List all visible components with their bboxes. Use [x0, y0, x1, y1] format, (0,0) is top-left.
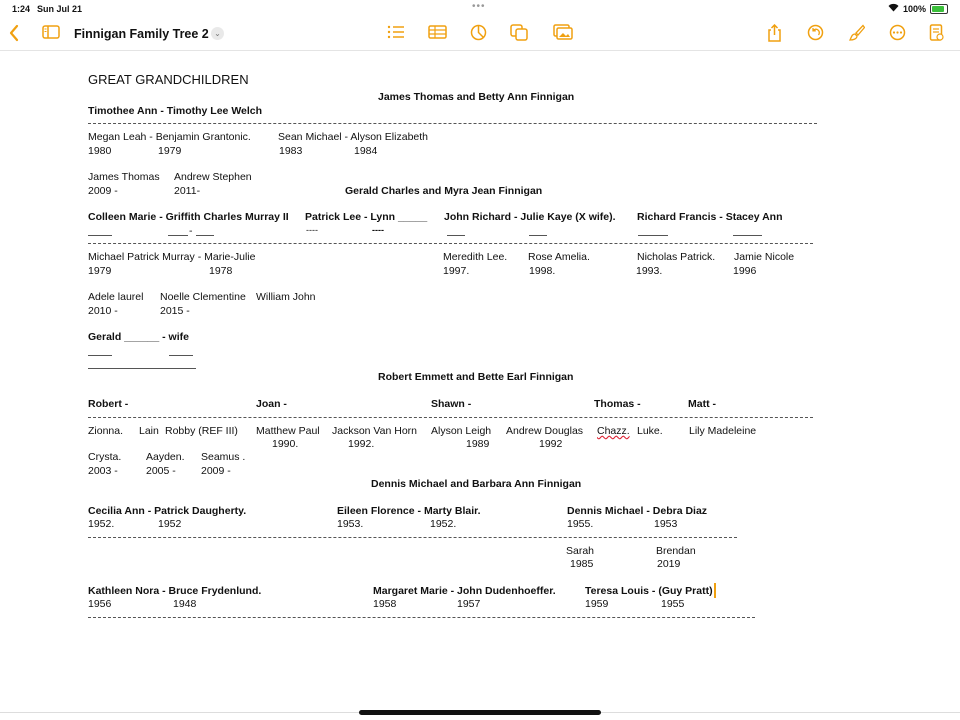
status-right	[888, 3, 948, 14]
section-title-dennis: Dennis Michael and Barbara Ann Finnigan	[371, 478, 582, 490]
blank-line	[733, 235, 762, 236]
blank-line	[168, 235, 188, 236]
year: 2009 -	[201, 465, 231, 477]
back-chevron-icon[interactable]	[8, 24, 20, 47]
couple-margaret: Margaret Marie - John Dudenhoeffer.	[373, 585, 556, 597]
year: 1989	[466, 438, 490, 450]
document-page[interactable]	[0, 52, 960, 712]
grandchild-andrew: Andrew Stephen	[174, 171, 252, 183]
parent-thomas: Thomas -	[594, 398, 641, 410]
year: 1990.	[272, 438, 299, 450]
parent-matt: Matt -	[688, 398, 716, 410]
title-menu-chevron-icon[interactable]: ⌄	[211, 27, 224, 40]
blank-marker: ----	[372, 225, 384, 235]
year: 1983	[279, 145, 303, 157]
document-title[interactable]: Finnigan Family Tree 2	[74, 27, 209, 41]
grandchild-william: William John	[256, 291, 316, 303]
year: 2010 -	[88, 305, 118, 317]
couple-patrick: Patrick Lee - Lynn _____	[305, 211, 428, 223]
year: 2015 -	[160, 305, 190, 317]
year: 1979	[158, 145, 182, 157]
child-jamie: Jamie Nicole	[734, 251, 795, 263]
year: 1952	[158, 518, 182, 530]
couple-john: John Richard - Julie Kaye (X wife).	[444, 211, 616, 223]
section-title-robert: Robert Emmett and Bette Earl Finnigan	[378, 371, 574, 383]
couple-kathleen: Kathleen Nora - Bruce Frydenlund.	[88, 585, 262, 597]
blank-line	[88, 235, 112, 236]
grandchild-aayden: Aayden.	[146, 451, 185, 463]
year: 1979	[88, 265, 112, 277]
year: 1996	[733, 265, 757, 277]
child-megan: Megan Leah - Benjamin Grantonic.	[88, 131, 251, 143]
battery-percent: 100%	[902, 3, 926, 14]
year: 1992	[539, 438, 563, 450]
couple-eileen: Eileen Florence - Marty Blair.	[337, 505, 481, 517]
grandchild-noelle: Noelle Clementine	[160, 291, 246, 303]
home-indicator[interactable]	[359, 710, 601, 715]
year: 1997.	[443, 265, 470, 277]
blank-marker: ----	[306, 225, 318, 235]
undo-icon[interactable]	[807, 24, 824, 46]
year: 1956	[88, 598, 112, 610]
battery-icon	[930, 4, 948, 14]
divider	[88, 417, 813, 418]
format-brush-icon[interactable]	[848, 24, 865, 47]
grandchild-adele: Adele laurel	[88, 291, 144, 303]
child-sean: Sean Michael - Alyson Elizabeth	[278, 131, 428, 143]
year: 1980	[88, 145, 112, 157]
more-icon[interactable]	[889, 24, 906, 46]
year: 1957	[457, 598, 481, 610]
divider	[88, 537, 737, 538]
grandchild-james: James Thomas	[88, 171, 160, 183]
year: 1955	[661, 598, 685, 610]
blank-line	[447, 235, 465, 236]
year: 1985	[570, 558, 594, 570]
child-luke: Luke.	[637, 425, 663, 437]
year: 2003 -	[88, 465, 118, 477]
year: 1952.	[430, 518, 457, 530]
couple-gerald: Gerald ______ - wife	[88, 331, 189, 343]
couple-teresa: Teresa Louis - (Guy Pratt)	[585, 585, 713, 597]
child-andrew: Andrew Douglas	[506, 425, 584, 437]
child-michael: Michael Patrick Murray - Marie-Julie	[88, 251, 256, 263]
media-icon[interactable]	[553, 24, 573, 46]
year: 1998.	[529, 265, 556, 277]
year: 2009 -	[88, 185, 118, 197]
dash-text: -	[189, 225, 193, 237]
shapes-icon[interactable]	[510, 24, 528, 46]
child-sarah: Sarah	[566, 545, 595, 557]
status-date: Sun Jul 21	[37, 4, 83, 14]
blank-line	[88, 368, 196, 369]
year: 1958	[373, 598, 397, 610]
year: 1948	[173, 598, 197, 610]
child-robby: Robby (REF III)	[165, 425, 238, 437]
year: 1959	[585, 598, 609, 610]
blank-line	[529, 235, 547, 236]
toolbar	[0, 20, 960, 51]
couple-dennis: Dennis Michael - Debra Diaz	[567, 505, 708, 517]
couple-richard: Richard Francis - Stacey Ann	[637, 211, 783, 223]
grandchild-seamus: Seamus .	[201, 451, 246, 463]
document-setup-icon[interactable]	[929, 24, 944, 47]
multitasking-dots[interactable]: •••	[472, 1, 486, 12]
year: 2019	[657, 558, 681, 570]
grandchild-crysta: Crysta.	[88, 451, 122, 463]
list-icon[interactable]	[387, 24, 405, 45]
child-matthew: Matthew Paul	[256, 425, 320, 437]
year: 2005 -	[146, 465, 176, 477]
section-title-james: James Thomas and Betty Ann Finnigan	[378, 91, 575, 103]
divider	[88, 617, 755, 618]
year: 1993.	[636, 265, 663, 277]
blank-line	[169, 355, 193, 356]
year: 1992.	[348, 438, 375, 450]
child-chazz: Chazz.	[597, 425, 630, 437]
share-icon[interactable]	[767, 24, 782, 47]
status-bar	[0, 0, 960, 18]
child-meredith: Meredith Lee.	[443, 251, 508, 263]
child-zionna: Zionna.	[88, 425, 124, 437]
couple-colleen: Colleen Marie - Griffith Charles Murray II	[88, 211, 289, 223]
year: 1978	[209, 265, 233, 277]
blank-line	[88, 355, 112, 356]
year: 1952.	[88, 518, 115, 530]
page-heading: GREAT GRANDCHILDREN	[88, 72, 249, 87]
parent-robert: Robert -	[88, 398, 129, 410]
child-brendan: Brendan	[656, 545, 696, 557]
blank-line	[638, 235, 668, 236]
child-nicholas: Nicholas Patrick.	[637, 251, 716, 263]
section-title-gerald: Gerald Charles and Myra Jean Finnigan	[345, 185, 543, 197]
wifi-icon	[888, 3, 899, 14]
divider	[88, 123, 817, 124]
child-rose: Rose Amelia.	[528, 251, 590, 263]
child-alyson: Alyson Leigh	[431, 425, 492, 437]
couple-timothee: Timothee Ann - Timothy Lee Welch	[88, 105, 263, 117]
year: 1953.	[337, 518, 364, 530]
year: 2011-	[174, 185, 201, 197]
child-lain: Lain	[139, 425, 159, 437]
status-time: 1:24	[12, 4, 31, 14]
text-cursor	[714, 583, 716, 598]
year: 1984	[354, 145, 378, 157]
parent-joan: Joan -	[256, 398, 287, 410]
sidebar-toggle-icon[interactable]	[42, 24, 60, 45]
blank-line	[196, 235, 214, 236]
chart-icon[interactable]	[470, 24, 487, 46]
couple-cecilia: Cecilia Ann - Patrick Daugherty.	[88, 505, 247, 517]
year: 1953	[654, 518, 678, 530]
parent-shawn: Shawn -	[431, 398, 472, 410]
year: 1955.	[567, 518, 594, 530]
child-jackson: Jackson Van Horn	[332, 425, 418, 437]
child-lily: Lily Madeleine	[689, 425, 757, 437]
table-icon[interactable]	[428, 24, 447, 45]
divider	[88, 243, 813, 244]
